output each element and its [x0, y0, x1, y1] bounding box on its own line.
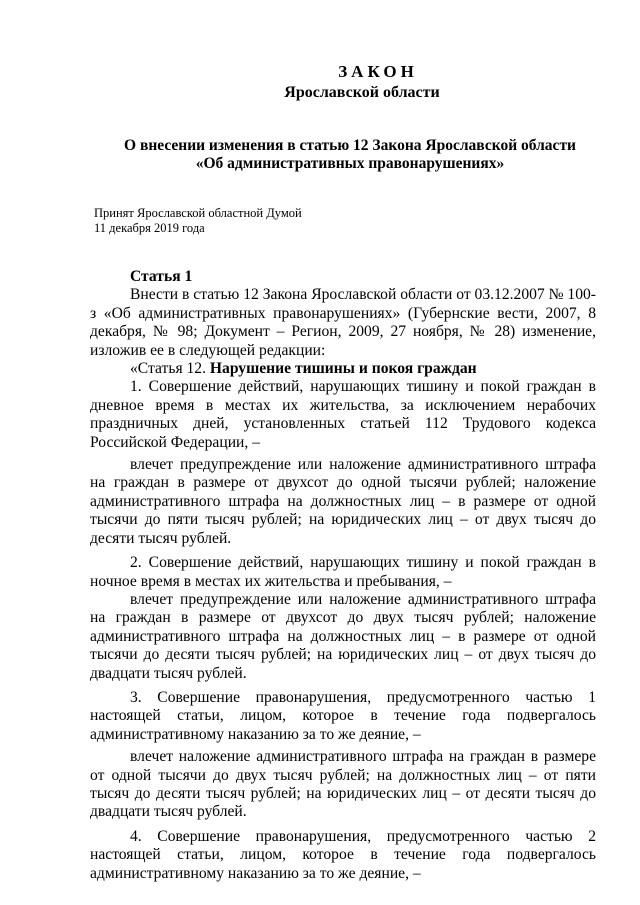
- law-heading: ЗАКОН: [338, 62, 418, 81]
- law-subject-line-1: О внесении изменения в статью 12 Закона Ярославской области: [124, 137, 576, 154]
- article-body: [90, 268, 596, 883]
- part-3-penalty: влечет наложение административного штрафа на граждан в размере от одной тысячи до двух тысяч рублей; на должностных лиц – от пяти тысяч до десяти тысяч рублей; на юридических лиц – от десяти тысяч до двадцати тысяч рублей.: [90, 748, 596, 821]
- part-3: 3. Совершение правонарушения, предусмотренного частью 1 настоящей статьи, лицом, которое в течение года подвергалось административному наказанию за то же деяние, –: [90, 688, 596, 743]
- article-intro: Внести в статью 12 Закона Ярославской области от 03.12.2007 № 100-з «Об административных правонарушениях» (Губернские вести, 2007, 8 декабря, № 98; Документ – Регион, 2009, 27 ноября, № 28) изменение, изложив ее в следующей редакции:: [90, 286, 596, 359]
- adoption-line-1: Принят Ярославской областной Думой: [94, 206, 302, 220]
- region-heading: Ярославской области: [284, 84, 440, 101]
- quoted-article-title: Нарушение тишины и покоя граждан: [209, 360, 477, 378]
- article-title: Статья 1: [130, 268, 193, 285]
- part-4: 4. Совершение правонарушения, предусмотренного частью 2 настоящей статьи, лицом, которое в течение года подвергалось административному наказанию за то же деяние, –: [90, 827, 596, 882]
- part-1-penalty: влечет предупреждение или наложение административного штрафа на граждан в размере от двухсот до одной тысячи рублей; наложение административного штрафа на должностных лиц – в размере от одной тысячи до пяти тысяч рублей; на юридических лиц – от двух тысяч до десяти тысяч рублей.: [90, 456, 596, 547]
- part-2: 2. Совершение действий, нарушающих тишину и покой граждан в ночное время в местах их жительства и пребывания, –: [90, 554, 596, 590]
- quoted-article-prefix: «Статья 12.: [130, 360, 210, 378]
- law-subject-line-2: «Об административных правонарушениях»: [195, 155, 505, 172]
- adoption-date: 11 декабря 2019 года: [94, 221, 205, 235]
- part-2-penalty: влечет предупреждение или наложение административного штрафа на граждан в размере от двухсот до двух тысяч рублей; наложение административного штрафа на должностных лиц – в размере от одной тысячи до десяти тысяч рублей; на юридических лиц – от двух тысяч до двадцати тысяч рублей.: [90, 590, 596, 682]
- quoted-article-heading: [90, 360, 596, 378]
- part-1: 1. Совершение действий, нарушающих тишину и покой граждан в дневное время в местах их жительства, за исключением нерабочих праздничных дней, установленных статьей 112 Трудового кодекса Российской Федерации, –: [90, 378, 596, 451]
